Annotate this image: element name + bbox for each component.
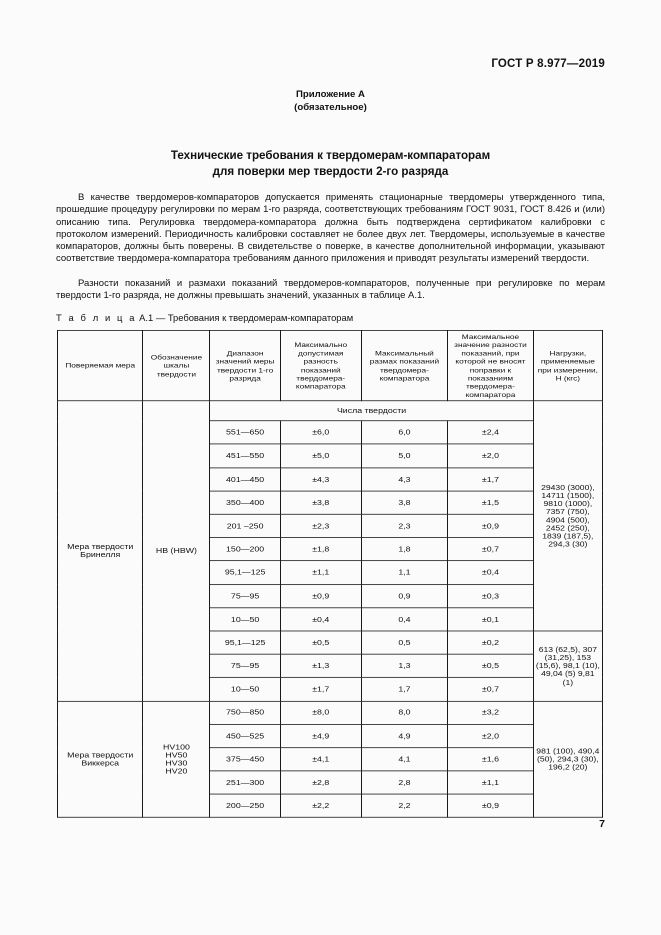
cell-range: 201 –250 (210, 514, 280, 537)
cell-range: 375—450 (210, 748, 280, 771)
cell-no-correction: ±0,4 (448, 561, 533, 584)
cell-range: 350—400 (210, 491, 280, 514)
cell-max-span: 4,9 (361, 724, 448, 747)
table-caption-prefix: Т а б л и ц а (56, 312, 137, 323)
cell-max-span: 4,1 (361, 748, 448, 771)
cell-max-difference: ±5,0 (280, 444, 361, 467)
table-band-row (58, 401, 603, 421)
cell-no-correction: ±2,0 (448, 724, 533, 747)
column-header-max-span: Максимальный размах показаний твердомера-компаратора (361, 330, 448, 401)
cell-loads: 981 (100), 490,4 (50), 294,3 (30), 196,2 (20) (533, 701, 602, 818)
column-header-measure: Поверяемая мера (58, 330, 143, 401)
cell-max-span: 2,3 (361, 514, 448, 537)
cell-max-difference: ±1,3 (280, 654, 361, 677)
cell-max-span: 0,5 (361, 631, 448, 654)
cell-no-correction: ±1,7 (448, 468, 533, 491)
cell-max-span: 4,3 (361, 468, 448, 491)
cell-range: 401—450 (210, 468, 280, 491)
cell-max-difference: ±0,9 (280, 584, 361, 607)
cell-no-correction: ±2,0 (448, 444, 533, 467)
requirements-table (57, 330, 603, 818)
table-head (58, 330, 603, 401)
cell-max-span: 8,0 (361, 701, 448, 724)
paragraph-text: Разности показаний и размахи показаний твердомеров-компараторов, полученные при регулировке по мерам твердости 1-го разряда, не должны превышать значений, указанных в таблице А.1. (56, 278, 605, 302)
table-header-row (58, 330, 603, 401)
cell-no-correction: ±0,1 (448, 608, 533, 631)
cell-max-span: 5,0 (361, 444, 448, 467)
table-caption-number: А.1 — (139, 312, 166, 323)
cell-max-difference: ±1,7 (280, 678, 361, 701)
cell-max-span: 1,1 (361, 561, 448, 584)
cell-max-difference: ±3,8 (280, 491, 361, 514)
table-row (58, 701, 603, 724)
cell-range: 10—50 (210, 678, 280, 701)
cell-range: 75—95 (210, 584, 280, 607)
cell-max-difference: ±4,3 (280, 468, 361, 491)
running-head: ГОСТ Р 8.977—2019 (491, 58, 605, 70)
cell-range: 451—550 (210, 444, 280, 467)
cell-range: 450—525 (210, 724, 280, 747)
cell-no-correction: ±0,2 (448, 631, 533, 654)
cell-max-span: 6,0 (361, 421, 448, 444)
table-body (58, 401, 603, 818)
cell-max-span: 0,9 (361, 584, 448, 607)
cell-max-difference: ±1,8 (280, 538, 361, 561)
body-paragraph-2 (56, 278, 605, 303)
cell-max-span: 1,7 (361, 678, 448, 701)
column-header-loads: Нагрузки, применяемые при измерении, Н (кгс) (533, 330, 602, 401)
annex-label: Приложение А (296, 89, 365, 100)
cell-no-correction: ±0,7 (448, 538, 533, 561)
cell-max-difference: ±6,0 (280, 421, 361, 444)
cell-scale: HV100 HV50 HV30 HV20 (143, 701, 210, 818)
table-caption (56, 312, 353, 323)
cell-max-difference: ±4,1 (280, 748, 361, 771)
cell-loads: 613 (62,5), 307 (31,25), 153 (15,6), 98,1 (10), 49,04 (5) 9,81 (1) (533, 631, 602, 701)
cell-no-correction: ±1,1 (448, 771, 533, 794)
cell-scale: HB (HBW) (143, 401, 210, 701)
cell-band-label: Числа твердости (210, 401, 533, 421)
cell-max-difference: ±8,0 (280, 701, 361, 724)
annex-caption (0, 89, 661, 114)
page-title-line-2: для поверки мер твердости 2-го разряда (212, 164, 449, 178)
cell-range: 75—95 (210, 654, 280, 677)
cell-no-correction: ±0,3 (448, 584, 533, 607)
column-header-max-difference: Максимально допустимая разность показаний твердомера-компаратора (280, 330, 361, 401)
cell-measure: Мера твердости Бринелля (58, 401, 143, 701)
cell-no-correction: ±2,4 (448, 421, 533, 444)
cell-max-span: 2,8 (361, 771, 448, 794)
cell-no-correction: ±0,9 (448, 794, 533, 817)
cell-loads: 29430 (3000), 14711 (1500), 9810 (1000), 7357 (750), 4904 (500), 2452 (250), 1839 (187,5), 294,3 (30) (533, 401, 602, 631)
cell-max-difference: ±2,2 (280, 794, 361, 817)
cell-no-correction: ±1,6 (448, 748, 533, 771)
cell-max-difference: ±4,9 (280, 724, 361, 747)
cell-no-correction: ±0,5 (448, 654, 533, 677)
cell-range: 10—50 (210, 608, 280, 631)
cell-measure: Мера твердости Виккерса (58, 701, 143, 818)
cell-max-difference: ±1,1 (280, 561, 361, 584)
cell-max-span: 2,2 (361, 794, 448, 817)
cell-range: 200—250 (210, 794, 280, 817)
cell-no-correction: ±0,7 (448, 678, 533, 701)
annex-kind: (обязательное) (294, 101, 367, 113)
cell-max-span: 1,8 (361, 538, 448, 561)
cell-range: 750—850 (210, 701, 280, 724)
cell-range: 150—200 (210, 538, 280, 561)
cell-range: 251—300 (210, 771, 280, 794)
cell-range: 551—650 (210, 421, 280, 444)
cell-no-correction: ±3,2 (448, 701, 533, 724)
column-header-range: Диапазон значений меры твердости 1-го разряда (210, 330, 280, 401)
body-paragraph-1 (56, 192, 605, 266)
cell-range: 95,1—125 (210, 631, 280, 654)
cell-no-correction: ±0,9 (448, 514, 533, 537)
page-title-line-1: Технические требования к твердомерам-компараторам (170, 149, 491, 162)
page-number: 7 (599, 818, 605, 830)
column-header-scale: Обозначение шкалы твердости (143, 330, 210, 401)
cell-max-difference: ±2,8 (280, 771, 361, 794)
cell-max-span: 0,4 (361, 608, 448, 631)
table-caption-text: Требования к твердомерам-компараторам (167, 312, 354, 323)
cell-max-span: 3,8 (361, 491, 448, 514)
cell-no-correction: ±1,5 (448, 491, 533, 514)
cell-range: 95,1—125 (210, 561, 280, 584)
cell-max-difference: ±2,3 (280, 514, 361, 537)
requirements-table-wrapper (57, 330, 603, 818)
cell-max-difference: ±0,5 (280, 631, 361, 654)
column-header-no-correction: Максимальное значение разности показаний, при которой не вносят поправки к показаниям твердомера-компаратора (448, 330, 533, 401)
paragraph-text: В качестве твердомеров-компараторов допускается применять стационарные твердомеры утвержденного типа, прошедшие процедуру регулировки по мерам 1-го разряда, соответствующих требованиям ГОСТ 9031, ГОСТ 8.426 и (или) описанию типа. Регулировка твердомера-компаратора должна быть подтверждена сертификатом калибровки с протоколом измерений. Периодичность калибровки составляет не более двух лет. Твердомеры, используемые в качестве компараторов, должны быть поверены. В свидетельстве о поверке, в качестве дополнительной информации, указывают соответствие твердомера-компаратора требованиям данного приложения и приводят результаты измерений твердости. (56, 192, 605, 265)
cell-max-span: 1,3 (361, 654, 448, 677)
cell-max-difference: ±0,4 (280, 608, 361, 631)
page-title (0, 148, 661, 179)
